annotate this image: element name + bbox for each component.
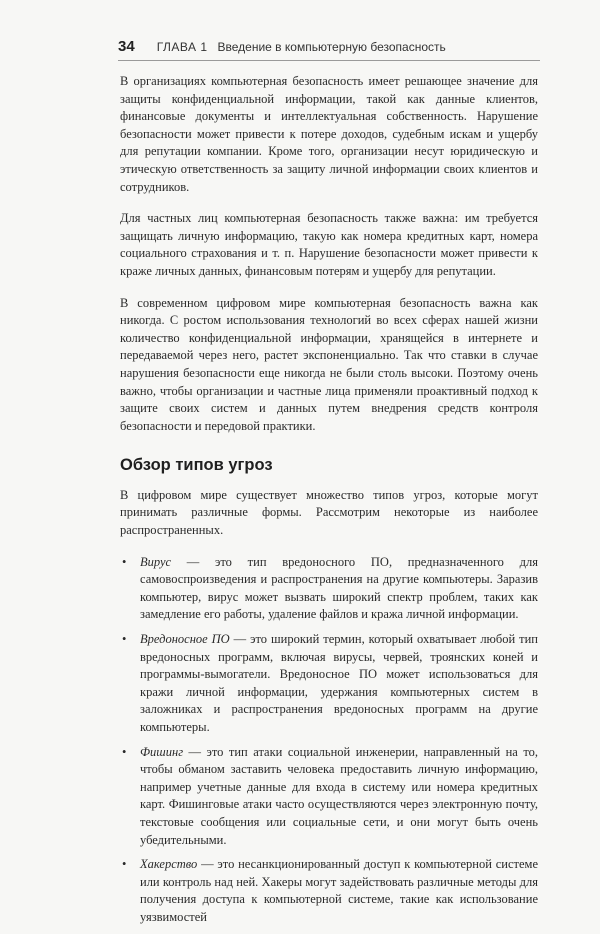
threat-term: Хакерство [140,857,198,872]
threat-description: — это широкий термин, который охватывает любой тип вредоносных программ, включая вирусы, червей, троянских коней и программы-вымогатели. Вредоносное ПО может использоваться для кражи личной информации, удержания компьютерных систем в заложниках и распространения вредоносных программ на другие компьютеры. [140,632,538,734]
threat-list [120,554,538,927]
chapter-title: Введение в компьютерную безопасность [217,40,446,54]
list-item [120,554,538,624]
page-body [120,73,538,934]
section-heading: Обзор типов угроз [120,456,273,475]
paragraph: Для частных лиц компьютерная безопасность также важна: им требуется защищать личную информацию, такую как номера кредитных карт, номера социального страхования и т. п. Нарушение безопасности может привести к краже личных данных, финансовым потерям и ущербу для репутации. [120,211,538,278]
bullet-icon: • [122,554,127,569]
threat-description: — это несанкционированный доступ к компьютерной системе или контроль над ней. Хакеры могут задействовать различные методы для получения доступа к компьютерной системе, такие как использование уязвимостей [140,857,538,924]
header-divider [118,60,540,61]
bullet-icon: • [122,632,127,647]
chapter-label: ГЛАВА 1 [156,40,208,54]
list-item [120,744,538,850]
threat-description: — это тип вредоносного ПО, предназначенного для самовоспроизведения и распространения на другие компьютеры. Заразив компьютер, вирус может вызвать широкий спектр проблем, таких как замедление его работы, удаление файлов и кража личной информации. [140,554,538,622]
threat-term: Вредоносное ПО [140,632,230,647]
bullet-icon: • [122,857,127,872]
page-number: 34 [118,38,135,55]
running-header [118,38,538,55]
threat-term: Вирус [140,554,172,569]
bullet-icon: • [122,744,127,759]
section-intro: В цифровом мире существует множество типов угроз, которые могут принимать различные формы. Рассмотрим некоторые из наиболее распространенных. [120,487,538,538]
threat-description: — это тип атаки социальной инженерии, направленный на то, чтобы обманом заставить человека предоставить личную информацию, например учетные данные для входа в систему или номера кредитных карт. Фишинговые атаки часто осуществляются через электронную почту, текстовые сообщения или социальные сети, и они могут быть очень убедительными. [140,744,538,847]
paragraph: В современном цифровом мире компьютерная безопасность важна как никогда. С ростом использования технологий во всех сферах нашей жизни количество конфиденциальной информации, хранящейся в интернете и передаваемой через него, растет экспоненциально. Так что ставки в случае нарушения безопасности еще никогда не были столь высоки. Поэтому очень важно, чтобы организации и частные лица применяли проактивный подход к защите своих систем и данных путем внедрения средств контроля безопасности и передовой практики. [120,295,538,433]
list-item [120,631,538,737]
list-item [120,856,538,926]
paragraph: В организациях компьютерная безопасность имеет решающее значение для защиты конфиденциальной информации, такой как данные клиентов, финансовые документы и интеллектуальная собственность. Нарушение безопасности может привести к потере доходов, судебным искам и ущербу для репутации компании. Кроме того, организации несут юридическую и этическую ответственность за защиту личной информации своих клиентов и сотрудников. [120,74,538,194]
threat-term: Фишинг [140,744,184,759]
